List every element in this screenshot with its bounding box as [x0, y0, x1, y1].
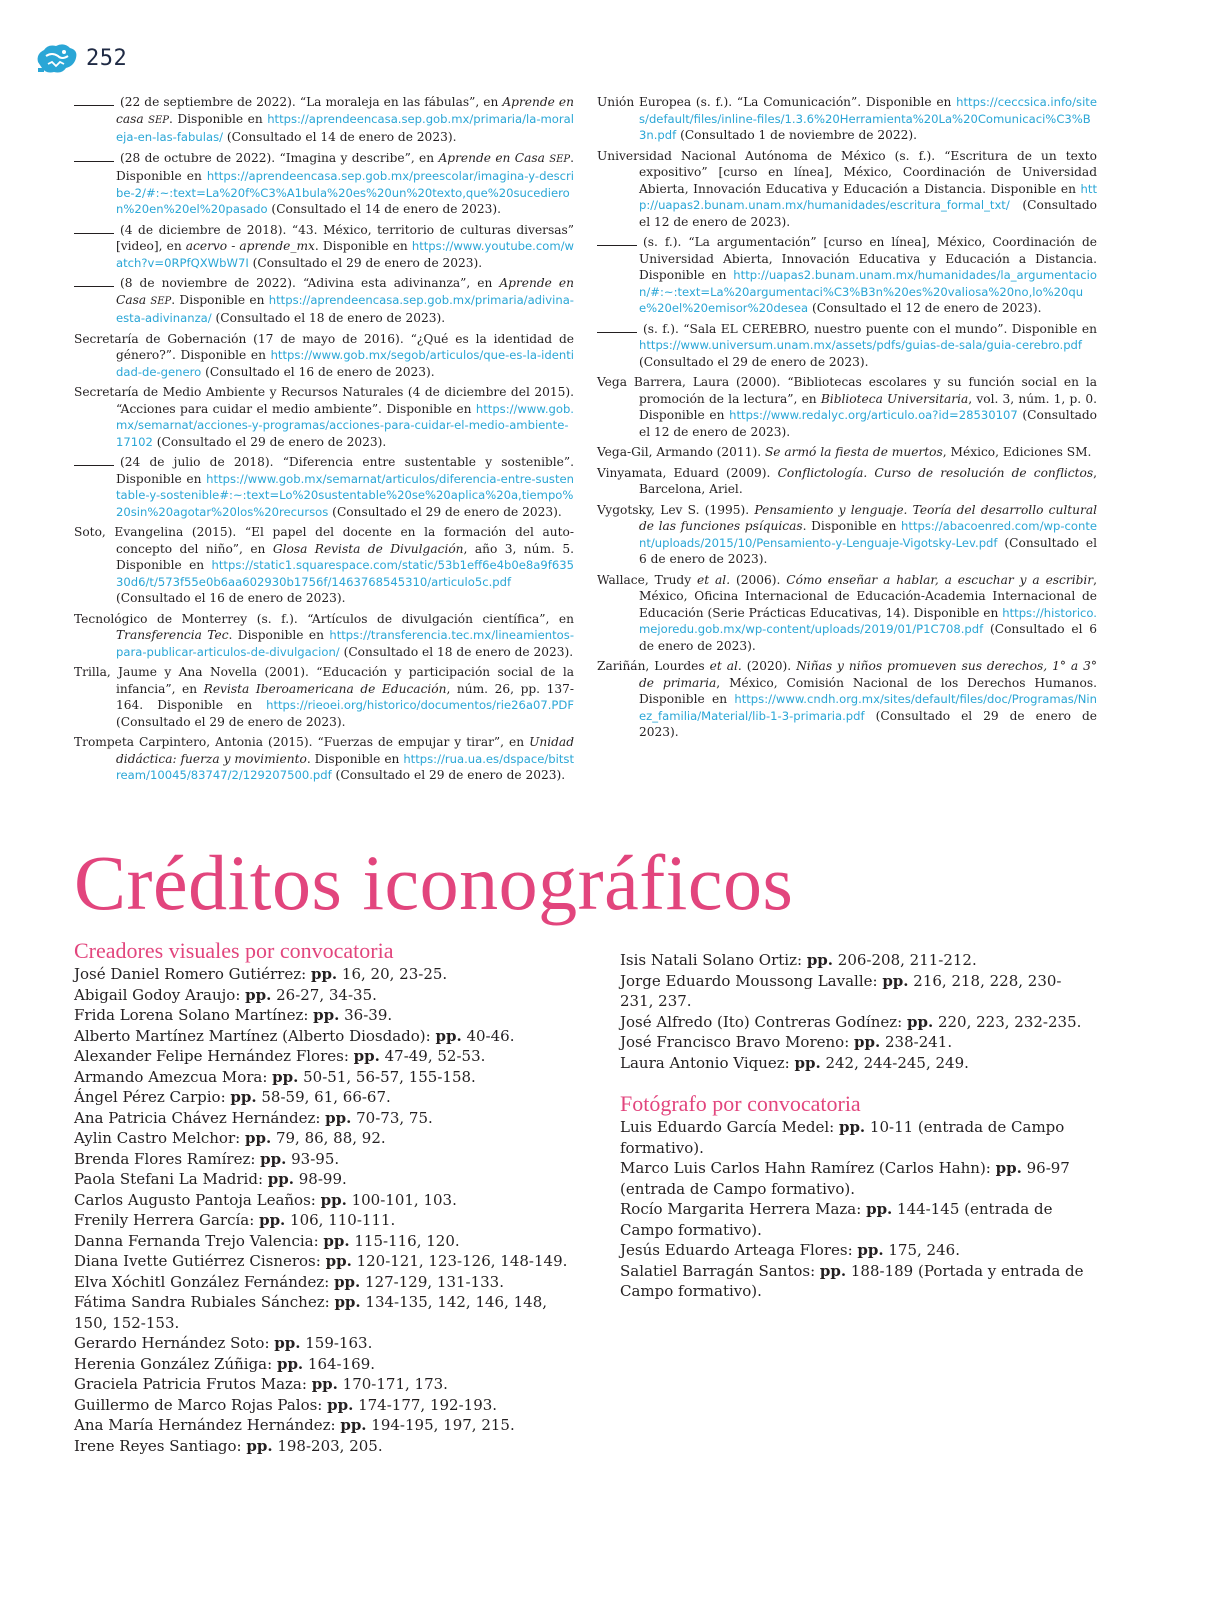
credit-pages: 134-135, 142, 146, 148, 150, 152-153.: [74, 1293, 548, 1332]
reference-text: Vega-Gil, Armando (2011).: [597, 445, 765, 459]
reference-text: . Disponible en: [314, 239, 412, 253]
credit-entry: [74, 1415, 574, 1436]
credit-pages: 188-189 (Portada y entrada de Campo formativo).: [620, 1261, 1084, 1300]
credit-entry: [620, 971, 1090, 1012]
reference-entry: [597, 444, 1097, 461]
credits-right-column: [620, 950, 1090, 1302]
reference-text: Aprende en Casa: [438, 150, 550, 165]
credit-pages: 10-11 (entrada de Campo formativo).: [620, 1118, 1065, 1157]
credit-name: José Francisco Bravo Moreno:: [620, 1033, 855, 1051]
reference-entry: [597, 502, 1097, 568]
credit-pp-label: pp.: [854, 1033, 881, 1051]
credit-name: Herenia González Zúñiga:: [74, 1354, 277, 1373]
reference-text: (Consultado el 16 de enero de 2023).: [201, 364, 435, 379]
repeat-author-dash: [74, 457, 114, 466]
reference-entry: [74, 94, 574, 146]
credit-entry: [620, 1053, 1090, 1074]
credit-pages: 106, 110-111.: [285, 1211, 396, 1229]
reference-text: (2020).: [741, 659, 797, 673]
reference-text: (Consultado el 14 de enero de 2023).: [223, 130, 457, 144]
credit-entry: [74, 1190, 574, 1211]
reference-text: (Consultado 1 de noviembre de 2022).: [676, 128, 918, 142]
reference-text: (2006).: [730, 572, 787, 587]
credit-name: Carlos Augusto Pantoja Leaños:: [74, 1190, 321, 1209]
reference-text: Soto, Evangelina (2015). “El papel del docente en la formación del auto-concepto del niño”, en: [74, 525, 574, 556]
reference-text: Biblioteca Universitaria: [820, 391, 969, 406]
reference-text: . Disponible en: [171, 292, 269, 307]
credit-pages: 198-203, 205.: [272, 1436, 383, 1455]
credit-pp-label: pp.: [230, 1088, 257, 1106]
credit-pp-label: pp.: [272, 1067, 299, 1086]
reference-text: (Consultado el 12 de enero de 2023).: [639, 408, 1097, 439]
credit-name: José Alfredo (Ito) Contreras Godínez:: [620, 1012, 907, 1031]
credit-entry: [620, 1199, 1090, 1240]
reference-entry: [74, 384, 574, 450]
credit-pp-label: pp.: [334, 1293, 361, 1311]
credit-pages: 50-51, 56-57, 155-158.: [298, 1067, 476, 1086]
reference-text: (Consultado el 29 de enero de 2023).: [116, 714, 346, 729]
credit-entry: [74, 1149, 574, 1170]
credit-entry: [74, 1046, 574, 1067]
credit-pages: 16, 20, 23-25.: [337, 965, 448, 983]
credit-pp-label: pp.: [310, 965, 338, 983]
reference-link[interactable]: https://abacoenred.com/wp-content/uploads/2015/10/Pensamiento-y-Lenguaje-Vigotsky-Lev.pdf: [639, 519, 1097, 550]
credit-name: Alberto Martínez Martínez (Alberto Diosdado):: [74, 1026, 436, 1045]
reference-entry: [74, 331, 574, 381]
reference-text: Secretaría de Gobernación (17 de mayo de 2016). “¿Qué es la identidad de género?”. Disponible en: [74, 331, 574, 362]
reference-text: (Consultado el 6 de enero de 2023).: [639, 622, 1097, 653]
visual-creators-list-continued: [620, 950, 1090, 1073]
reference-link[interactable]: http://uapas2.bunam.unam.mx/humanidades/la_argumentacion/#:~:text=La%20argumentaci%C3%B3n%20es%20valiosa%20no,lo%20que%20el%20emisor%20desea: [639, 268, 1097, 315]
credit-pages: 170-171, 173.: [337, 1375, 448, 1393]
reference-text: Conflictología. Curso de resolución de conflictos: [777, 465, 1094, 480]
credit-entry: [620, 1261, 1090, 1302]
reference-text: Pensamiento y lenguaje. Teoría del desarrollo cultural de las funciones psíquicas: [639, 502, 1097, 533]
reference-text: et al.: [697, 572, 731, 587]
credit-name: Elva Xóchitl González Fernández:: [74, 1272, 335, 1291]
reference-text: . Disponible en: [802, 519, 902, 533]
reference-link[interactable]: https://www.gob.mx/semarnat/acciones-y-programas/acciones-para-cuidar-el-medio-ambiente-17102: [116, 401, 574, 449]
reference-entry: [74, 222, 574, 272]
credit-pp-label: pp.: [276, 1354, 304, 1373]
credit-entry: [74, 964, 574, 985]
reference-link[interactable]: https://transferencia.tec.mx/lineamientos-para-publicar-articulos-de-divulgacion/: [116, 628, 574, 659]
photographers-list: [620, 1117, 1090, 1302]
reference-entry: [597, 572, 1097, 655]
credit-entry: [620, 1158, 1090, 1199]
repeat-author-dash: [74, 278, 114, 287]
reference-text: Wallace, Trudy: [597, 572, 698, 587]
credit-pages: 115-116, 120.: [349, 1231, 460, 1250]
reference-entry: [74, 275, 574, 327]
credit-pp-label: pp.: [259, 1211, 286, 1229]
reference-text: Zariñán, Lourdes: [597, 659, 710, 673]
reference-link[interactable]: https://www.gob.mx/segob/articulos/que-es-la-identidad-de-genero: [116, 348, 574, 379]
credit-entry: [74, 1354, 574, 1375]
repeat-author-dash: [74, 225, 114, 234]
reference-entry: [74, 524, 574, 607]
reference-entry: [597, 658, 1097, 741]
credit-pages: 127-129, 131-133.: [360, 1272, 504, 1291]
credit-entry: [74, 1026, 574, 1047]
reference-text: , vol. 3, núm. 1, p. 0. Disponible en: [639, 391, 1097, 422]
reference-text: , año 3, núm. 5. Disponible en: [116, 541, 574, 572]
reference-entry: [597, 234, 1097, 317]
credit-entry: [620, 1240, 1090, 1261]
credit-name: Frenily Herrera García:: [74, 1211, 260, 1229]
credit-name: Jorge Eduardo Moussong Lavalle:: [620, 971, 883, 990]
reference-text: (Consultado el 6 de enero de 2023).: [639, 535, 1097, 566]
reference-text: (24 de julio de 2018). “Diferencia entre sustentable y sostenible”. Disponible en: [116, 455, 574, 486]
reference-link[interactable]: https://www.redalyc.org/articulo.oa?id=28530107: [729, 408, 1018, 422]
credit-entry: [74, 1108, 574, 1129]
credit-name: José Daniel Romero Gutiérrez:: [74, 965, 311, 983]
reference-link[interactable]: https://rua.ua.es/dspace/bitstream/10045/83747/2/129207500.pdf: [116, 751, 574, 782]
credits-left-column: [74, 938, 574, 1456]
reference-entry: [597, 148, 1097, 231]
credit-pages: 238-241.: [880, 1033, 953, 1051]
reference-entry: [597, 465, 1097, 498]
credit-pages: 98-99.: [293, 1170, 347, 1188]
reference-text: (Consultado el 29 de enero de 2023).: [152, 434, 387, 449]
reference-text: . Disponible en: [228, 628, 330, 642]
credit-name: Frida Lorena Solano Martínez:: [74, 1006, 314, 1024]
credit-pp-label: pp.: [882, 971, 909, 990]
credit-entry: [74, 1374, 574, 1395]
credit-entry: [74, 1292, 574, 1333]
reference-text: SEP: [150, 295, 172, 307]
reference-text: , núm. 26, pp. 137-164. Disponible en: [116, 681, 574, 712]
reference-link[interactable]: https://ceccsica.info/sites/default/files/inline-files/1.3.6%20Herramienta%20La%20Comunicaci%C3%B3n.pdf: [639, 95, 1097, 142]
credit-entry: [74, 1231, 574, 1252]
credit-pp-label: pp.: [246, 1436, 273, 1455]
credit-entry: [74, 1087, 574, 1108]
reference-text: . Disponible en: [169, 111, 268, 126]
reference-text: et al.: [709, 659, 742, 673]
reference-text: , Barcelona, Ariel.: [639, 465, 1097, 496]
credit-pp-label: pp.: [325, 1108, 352, 1127]
reference-text: . Disponible en: [116, 150, 574, 183]
reference-text: (Consultado el 12 de enero de 2023).: [639, 198, 1097, 229]
credit-pp-label: pp.: [995, 1159, 1022, 1177]
credit-pp-label: pp.: [334, 1272, 361, 1291]
credit-pages: 40-46.: [461, 1026, 515, 1045]
reference-text: . Disponible en: [306, 751, 404, 766]
reference-text: Transferencia Tec: [116, 628, 229, 642]
reference-text: Vega Barrera, Laura (2000). “Bibliotecas escolares y su función social en la promoción de la lectura”, en: [597, 375, 1097, 406]
credit-name: Ana María Hernández Hernández:: [74, 1416, 341, 1434]
reference-text: Aprende en casa: [116, 95, 574, 126]
reference-text: (Consultado el 29 de enero de 2023).: [639, 708, 1097, 739]
reference-entry: [597, 374, 1097, 440]
credit-name: Gerardo Hernández Soto:: [74, 1334, 275, 1352]
page-number: 252: [86, 45, 128, 71]
repeat-author-dash: [597, 324, 637, 333]
credit-pages: 70-73, 75.: [351, 1108, 433, 1127]
credit-pp-label: pp.: [819, 1261, 847, 1280]
credit-pp-label: pp.: [320, 1190, 347, 1209]
credit-name: Armando Amezcua Mora:: [74, 1067, 273, 1086]
credit-entry: [620, 1117, 1090, 1158]
credit-pp-label: pp.: [325, 1252, 352, 1270]
reference-entry: [74, 611, 574, 661]
reference-text: (4 de diciembre de 2018). “43. México, territorio de culturas diversas” [video], en: [116, 222, 574, 253]
reference-link[interactable]: https://historico.mejoredu.gob.mx/wp-content/uploads/2019/01/P1C708.pdf: [639, 605, 1097, 636]
reference-link[interactable]: https://aprendeencasa.sep.gob.mx/primaria/adivina-esta-adivinanza/: [116, 292, 574, 325]
credit-pp-label: pp.: [327, 1395, 354, 1414]
reference-text: SEP: [148, 114, 170, 126]
credit-pp-label: pp.: [806, 951, 834, 969]
reference-link[interactable]: https://aprendeencasa.sep.gob.mx/primaria/la-moraleja-en-las-fabulas/: [116, 111, 574, 144]
credit-name: Brenda Flores Ramírez:: [74, 1149, 261, 1168]
credit-pages: 36-39.: [339, 1006, 393, 1024]
credit-pp-label: pp.: [838, 1118, 866, 1136]
reference-text: Revista Iberoamericana de Educación: [203, 681, 447, 696]
reference-text: (Consultado el 29 de enero de 2023).: [639, 354, 869, 369]
reference-text: Vygotsky, Lev S. (1995).: [597, 502, 755, 517]
reference-text: Niñas y niños promueven sus derechos, 1° a 3° de primaria: [639, 659, 1098, 690]
reference-text: , México, Oficina Internacional de Educación-Academia Internacional de Educación (Serie Prácticas Educativas, 14). Disponible en: [639, 572, 1097, 620]
credit-pages: 47-49, 52-53.: [379, 1047, 486, 1065]
reference-text: (8 de noviembre de 2022). “Adivina esta adivinanza”, en: [120, 276, 500, 290]
repeat-author-dash: [74, 97, 114, 106]
credit-pp-label: pp.: [267, 1170, 294, 1188]
credit-name: Alexander Felipe Hernández Flores:: [74, 1047, 354, 1065]
reference-text: Glosa Revista de Divulgación: [272, 541, 464, 556]
reference-text: (22 de septiembre de 2022). “La moraleja en las fábulas”, en: [120, 95, 503, 109]
credit-entry: [74, 1395, 574, 1416]
reference-entry: [597, 94, 1097, 144]
credit-name: Diana Ivette Gutiérrez Cisneros:: [74, 1252, 326, 1270]
credit-entry: [74, 1005, 574, 1026]
reference-entry: [74, 150, 574, 218]
credit-entry: [620, 950, 1090, 971]
credit-name: Ana Patricia Chávez Hernández:: [74, 1108, 326, 1127]
reference-entry: [74, 664, 574, 730]
credit-pages: 120-121, 123-126, 148-149.: [351, 1252, 568, 1270]
credit-pp-label: pp.: [245, 985, 272, 1004]
reference-text: (Consultado el 29 de enero de 2023).: [328, 504, 562, 519]
reference-text: Universidad Nacional Autónoma de México (s. f.). “Escritura de un texto expositivo” [curso en línea], México, Coordinación de Universidad Abierta, Innovación Educativa y Educación a Distancia. Disponible en: [597, 148, 1097, 196]
page-header: [34, 40, 127, 76]
reference-link[interactable]: https://www.youtube.com/watch?v=0RPfQXWbW7I: [116, 239, 575, 270]
credit-pp-label: pp.: [313, 1006, 340, 1024]
credit-pages: 93-95.: [286, 1149, 340, 1168]
reference-text: (Consultado el 29 de enero de 2023).: [248, 255, 483, 270]
credit-pp-label: pp.: [244, 1129, 272, 1147]
reference-text: Se armó la fiesta de muertos: [764, 445, 943, 459]
reference-link[interactable]: https://www.universum.unam.mx/assets/pdfs/guias-de-sala/guia-cerebro.pdf: [639, 338, 1082, 352]
credit-entry: [74, 1210, 574, 1231]
credit-pages: 220, 223, 232-235.: [933, 1012, 1082, 1031]
credit-pages: 96-97 (entrada de Campo formativo).: [620, 1159, 1070, 1198]
credit-entry: [74, 985, 574, 1006]
reference-link[interactable]: https://rieoei.org/historico/documentos/rie26a07.PDF: [266, 698, 574, 712]
credit-pp-label: pp.: [435, 1026, 462, 1045]
reference-text: Secretaría de Medio Ambiente y Recursos Naturales (4 de diciembre del 2015). “Acciones para cuidar el medio ambiente”. Disponible en: [74, 385, 574, 416]
credit-name: Isis Natali Solano Ortiz:: [620, 951, 807, 969]
credit-pages: 216, 218, 228, 230-231, 237.: [620, 971, 1062, 1010]
references-right-column: [597, 94, 1097, 745]
credit-pp-label: pp.: [794, 1053, 821, 1072]
reference-link[interactable]: https://aprendeencasa.sep.gob.mx/preescolar/imagina-y-describe-2/#:~:text=La%20f%C3%A1bula%20es%20un%20texto,que%20sucedieron%20en%20el%20pasado: [116, 169, 574, 216]
credit-name: Fátima Sandra Rubiales Sánchez:: [74, 1293, 335, 1311]
reference-link[interactable]: http://uapas2.bunam.unam.mx/humanidades/escritura_formal_txt/: [639, 181, 1097, 212]
reference-text: (s. f.). “Sala EL CEREBRO, nuestro puente con el mundo”. Disponible en: [643, 321, 1097, 336]
credit-entry: [74, 1067, 574, 1088]
reference-text: (28 de octubre de 2022). “Imagina y describe”, en: [120, 150, 439, 165]
credit-pp-label: pp.: [866, 1200, 893, 1218]
visual-creators-list: [74, 964, 574, 1456]
credit-pp-label: pp.: [340, 1416, 367, 1434]
credit-pages: 194-195, 197, 215.: [366, 1416, 515, 1434]
reference-text: (Consultado el 14 de enero de 2023).: [267, 202, 501, 216]
credit-pages: 58-59, 61, 66-67.: [256, 1088, 391, 1106]
reference-entry: [74, 734, 574, 784]
credit-pages: 144-145 (entrada de Campo formativo).: [620, 1200, 1053, 1239]
reference-text: (Consultado el 29 de enero de 2023).: [331, 768, 566, 782]
credit-entry: [74, 1333, 574, 1354]
repeat-author-dash: [74, 153, 114, 162]
credit-pp-label: pp.: [311, 1375, 338, 1393]
reference-text: (s. f.). “La argumentación” [curso en línea], México, Coordinación de Universidad Abierta, Innovación Educativa y Educación a Distancia. Disponible en: [639, 235, 1097, 282]
credit-pages: 242, 244-245, 249.: [820, 1053, 969, 1072]
reference-text: (Consultado el 18 de enero de 2023).: [211, 311, 446, 325]
references-left-column: [74, 94, 574, 788]
credit-pages: 174-177, 192-193.: [353, 1395, 498, 1414]
credit-name: Salatiel Barragán Santos:: [620, 1261, 820, 1280]
credit-pp-label: pp.: [906, 1012, 934, 1031]
credit-name: Rocío Margarita Herrera Maza:: [620, 1200, 867, 1218]
section-title: Créditos iconográficos: [74, 839, 794, 926]
credit-name: Laura Antonio Viquez:: [620, 1053, 795, 1072]
credit-entry: [74, 1169, 574, 1190]
visual-creators-heading: Creadores visuales por convocatoria: [74, 938, 394, 963]
credit-entry: [74, 1436, 574, 1457]
reference-text: SEP: [549, 153, 571, 165]
credit-name: Abigail Godoy Araujo:: [74, 985, 246, 1004]
reference-text: Unidad didáctica: fuerza y movimiento: [116, 735, 574, 766]
mexican-glyph-logo-icon: [34, 40, 80, 76]
credit-name: Aylin Castro Melchor:: [74, 1129, 245, 1147]
credit-entry: [74, 1272, 574, 1293]
reference-link[interactable]: https://www.gob.mx/semarnat/articulos/diferencia-entre-sustentable-y-sostenible#:~:text=Lo%20sustentable%20se%20aplica%20a,tiempo%20sin%20agotar%20los%20recursos: [116, 471, 574, 519]
reference-text: Tecnológico de Monterrey (s. f.). “Artículos de divulgación científica”, en: [74, 611, 574, 626]
reference-text: , México, Ediciones SM.: [942, 445, 1092, 459]
photographer-heading: Fotógrafo por convocatoria: [620, 1091, 861, 1116]
reference-text: (Consultado el 16 de enero de 2023).: [116, 591, 346, 605]
credit-pages: 159-163.: [300, 1334, 373, 1352]
reference-text: Trompeta Carpintero, Antonia (2015). “Fuerzas de empujar y tirar”, en: [74, 735, 530, 749]
reference-entry: [597, 321, 1097, 371]
credit-entry: [74, 1251, 574, 1272]
credit-pp-label: pp.: [857, 1241, 884, 1259]
credit-pages: 164-169.: [303, 1354, 376, 1373]
credit-name: Jesús Eduardo Arteaga Flores:: [620, 1241, 858, 1259]
credit-entry: [74, 1128, 574, 1149]
credit-entry: [620, 1012, 1090, 1033]
credit-entry: [620, 1032, 1090, 1053]
credit-pp-label: pp.: [274, 1334, 301, 1352]
credit-pages: 26-27, 34-35.: [271, 985, 377, 1004]
credit-name: Luis Eduardo García Medel:: [620, 1118, 839, 1136]
reference-text: Vinyamata, Eduard (2009).: [597, 465, 778, 480]
credit-name: Danna Fernanda Trejo Valencia:: [74, 1231, 324, 1250]
reference-text: (Consultado el 18 de enero de 2023).: [339, 644, 574, 659]
credit-name: Irene Reyes Santiago:: [74, 1436, 247, 1455]
credit-name: Guillermo de Marco Rojas Palos:: [74, 1395, 328, 1414]
reference-link[interactable]: https://static1.squarespace.com/static/53b1eff6e4b0e8a9f63530d6/t/573f55e0b6aa602930b1756f/1463768545310/articulo5c.pdf: [116, 558, 574, 589]
credit-pages: 206-208, 211-212.: [833, 951, 977, 969]
reference-text: Unión Europea (s. f.). “La Comunicación”. Disponible en: [597, 95, 957, 109]
reference-text: Cómo enseñar a hablar, a escuchar y a escribir: [786, 572, 1094, 587]
repeat-author-dash: [597, 237, 637, 246]
reference-text: Aprende en Casa: [116, 276, 574, 307]
credit-pp-label: pp.: [353, 1047, 380, 1065]
reference-link[interactable]: https://www.cndh.org.mx/sites/default/files/doc/Programas/Ninez_familia/Material/lib-1-3-primaria.pdf: [639, 692, 1097, 723]
reference-text: Trilla, Jaume y Ana Novella (2001). “Educación y participación social de la infancia”, en: [74, 665, 574, 696]
credit-name: Paola Stefani La Madrid:: [74, 1170, 268, 1188]
reference-text: , México, Comisión Nacional de los Derechos Humanos. Disponible en: [639, 675, 1097, 706]
credit-pages: 100-101, 103.: [346, 1190, 457, 1209]
reference-entry: [74, 454, 574, 520]
credit-pages: 175, 246.: [883, 1241, 960, 1259]
credit-name: Ángel Pérez Carpio:: [74, 1088, 231, 1106]
credit-pp-label: pp.: [323, 1231, 350, 1250]
credit-name: Graciela Patricia Frutos Maza:: [74, 1375, 312, 1393]
credit-pp-label: pp.: [260, 1149, 287, 1168]
credit-pages: 79, 86, 88, 92.: [271, 1129, 386, 1147]
credit-name: Marco Luis Carlos Hahn Ramírez (Carlos Hahn):: [620, 1159, 996, 1177]
reference-text: acervo - aprende_mx: [185, 239, 315, 253]
reference-text: (Consultado el 12 de enero de 2023).: [808, 301, 1042, 315]
